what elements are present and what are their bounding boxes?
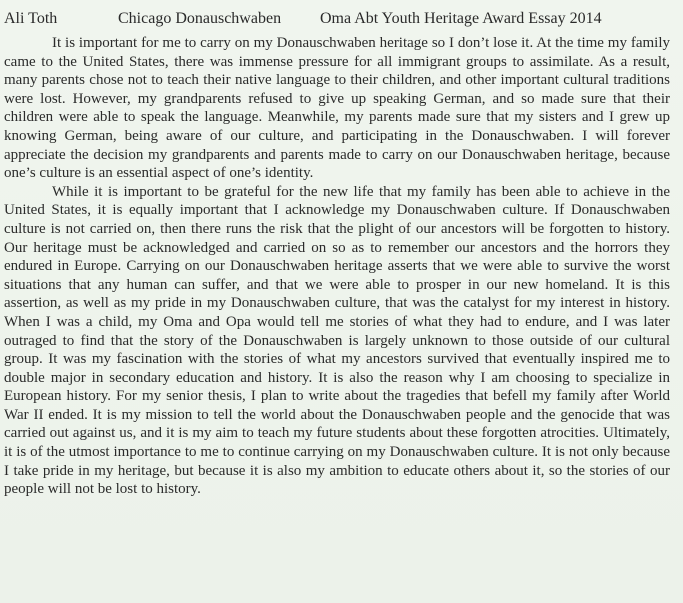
essay-paragraph-2: While it is important to be grateful for the new life that my family has been able to achieve in the United States, it is equally important that I acknowledge my Donauschwaben culture. If Donauschwaben culture is not carried on, then there runs the risk that the plight of our ancestors will be forgotten to history. Our heritage must be acknowledged and carried on so as to remember our ancestors and the horrors they endured in Europe. Carrying on our Donauschwaben heritage asserts that we were able to survive the worst situations that any human can suffer, and that we were able to prosper in our new homeland. It is this assertion, as well as my pride in my Donauschwaben culture, that was the catalyst for my interest in history. When I was a child, my Oma and Opa would tell me stories of what they had to endure, and I was later outraged to find that the story of the Donauschwaben is largely unknown to those outside of our cultural group. It was my fascination with the stories of what my ancestors survived that eventually inspired me to double major in secondary education and history. It is also the reason why I am choosing to specialize in European history. For my senior thesis, I plan to write about the tragedies that befell my family after World War II ended. It is my mission to tell the world about the Donauschwaben people and the genocide that was carried out against us, and it is my aim to teach my future students about these forgotten atrocities. Ultimately, it is of the utmost importance to me to continue carrying on my Donauschwaben culture. It is not only because I take pride in my heritage, but because it is also my ambition to educate others about it, so the stories of our people will not be lost to history. [4,183,670,498]
essay-body [4,34,670,499]
essay-paragraph-1: It is important for me to carry on my Donauschwaben heritage so I don’t lose it. At the time my family came to the United States, there was immense pressure for all immigrant groups to assimilate. As a result, many parents chose not to teach their native language to their children, and other important cultural traditions were lost. However, my grandparents refused to give up speaking German, and so made sure that their children were able to speak the language. Meanwhile, my parents made sure that my sisters and I grew up knowing German, being aware of our culture, and participating in the Donauschwaben. I will forever appreciate the decision my grandparents and parents made to carry on our Donauschwaben heritage, because one’s culture is an essential aspect of one’s identity. [4,35,670,182]
essay-title: Oma Abt Youth Heritage Award Essay 2014 [320,10,602,27]
organization-name: Chicago Donauschwaben [118,10,282,27]
author-name: Ali Toth [4,10,58,27]
